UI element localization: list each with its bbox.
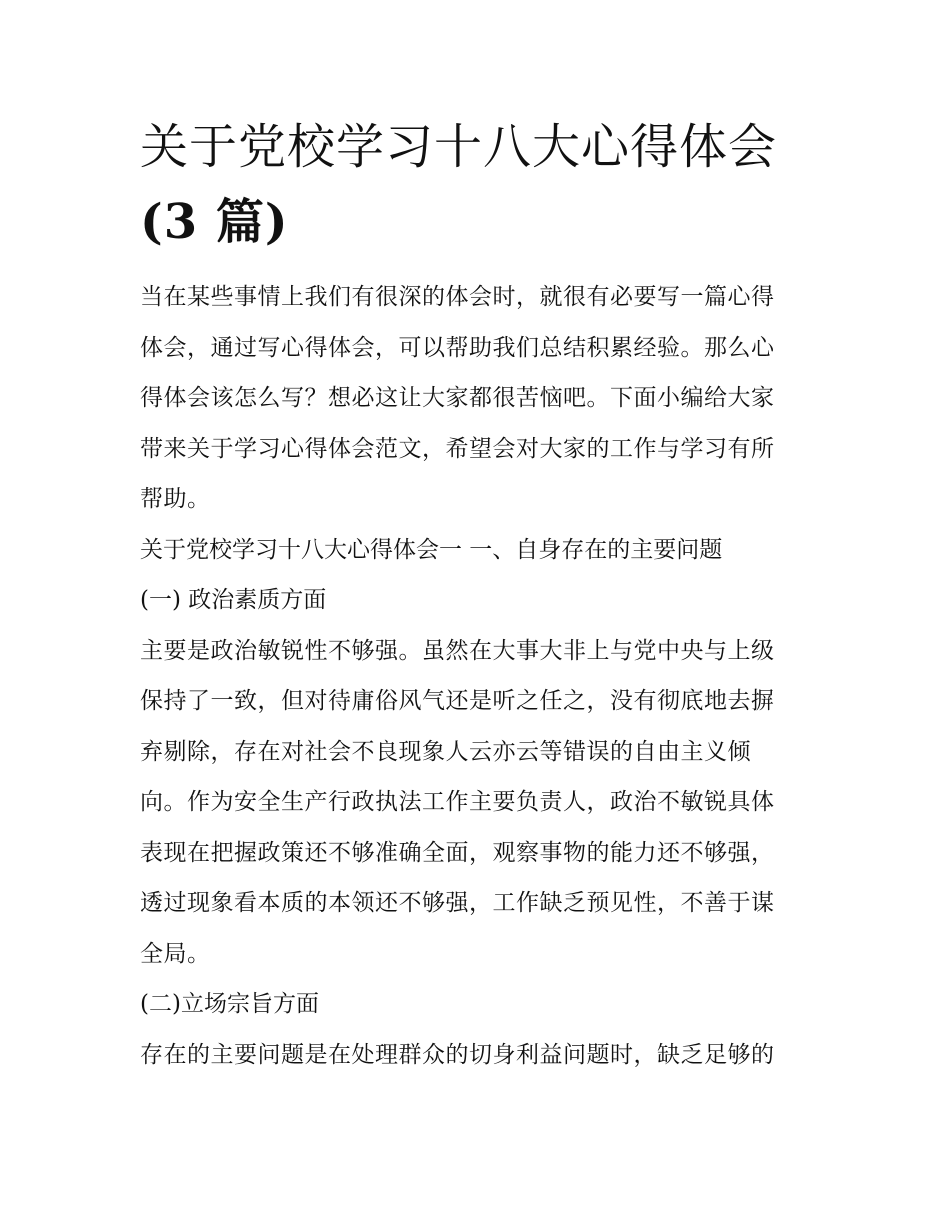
paragraph-line: 弃剔除，存在对社会不良现象人云亦云等错误的自由主义倾 — [140, 738, 751, 765]
subheading-stance-purpose: (二)立场宗旨方面 — [140, 991, 319, 1017]
intro-line: 当在某些事情上我们有很深的体会时，就很有必要写一篇心得 — [140, 284, 775, 310]
title-line-2: (3 篇) — [140, 194, 289, 250]
intro-line: 带来关于学习心得体会范文，希望会对大家的工作与学习有所 — [140, 435, 775, 462]
paragraph-line: 存在的主要问题是在处理群众的切身利益问题时，缺乏足够的 — [140, 1041, 775, 1068]
intro-paragraph — [140, 272, 815, 525]
subheading-political-quality: (一) 政治素质方面 — [140, 587, 327, 613]
intro-line: 体会，通过写心得体会，可以帮助我们总结积累经验。那么心 — [140, 334, 775, 361]
section-heading: 关于党校学习十八大心得体会一 一、自身存在的主要问题 — [140, 536, 723, 563]
paragraph-line: 全局。 — [140, 940, 211, 967]
document-body — [140, 110, 815, 1080]
intro-line: 得体会该怎么写？想必这让大家都很苦恼吧。下面小编给大家 — [140, 385, 775, 411]
paragraph-stance-purpose — [140, 1030, 815, 1081]
document-title — [140, 110, 815, 260]
title-line-1: 关于党校学习十八大心得体会 — [140, 119, 778, 175]
intro-line: 帮助。 — [140, 486, 211, 512]
paragraph-line: 向。作为安全生产行政执法工作主要负责人，政治不敏锐具体 — [140, 789, 775, 815]
paragraph-line: 透过现象看本质的本领还不够强，工作缺乏预见性，不善于谋 — [140, 890, 775, 916]
paragraph-line: 表现在把握政策还不够准确全面，观察事物的能力还不够强， — [140, 839, 775, 866]
paragraph-line: 保持了一致，但对待庸俗风气还是听之任之，没有彻底地去摒 — [140, 688, 775, 714]
paragraph-line: 主要是政治敏锐性不够强。虽然在大事大非上与党中央与上级 — [140, 637, 775, 664]
paragraph-political-quality — [140, 626, 815, 980]
